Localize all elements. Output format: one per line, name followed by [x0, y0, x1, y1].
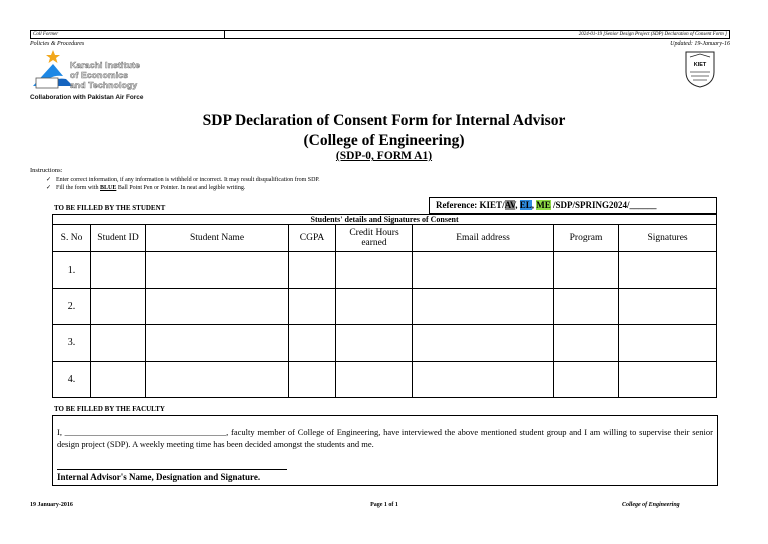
col-credit-hours: Credit Hours earned [336, 225, 413, 252]
header-form-code: Coll Former [31, 31, 225, 38]
student-name-cell[interactable] [146, 325, 289, 361]
table-row [53, 252, 717, 288]
student-name-cell[interactable] [146, 252, 289, 288]
student-id-cell[interactable] [91, 288, 146, 324]
signature-cell[interactable] [619, 288, 717, 324]
signature-line [57, 469, 287, 470]
reference-av: AV [504, 200, 516, 210]
reference-suffix: /SDP/SPRING2024/______ [550, 200, 657, 210]
row-number: 1. [53, 252, 91, 288]
student-name-cell[interactable] [146, 288, 289, 324]
program-cell[interactable] [554, 252, 619, 288]
credit-hours-cell[interactable] [336, 288, 413, 324]
student-id-cell[interactable] [91, 252, 146, 288]
col-cgpa: CGPA [289, 225, 336, 252]
col-serial-no: S. No [53, 225, 91, 252]
email-cell[interactable] [413, 361, 554, 397]
program-cell[interactable] [554, 361, 619, 397]
credit-hours-cell[interactable] [336, 361, 413, 397]
email-cell[interactable] [413, 252, 554, 288]
advisor-signature-label: Internal Advisor's Name, Designation and Signature. [57, 472, 261, 482]
signature-cell[interactable] [619, 325, 717, 361]
kiet-logo [30, 50, 150, 105]
table-row [53, 288, 717, 324]
email-cell[interactable] [413, 325, 554, 361]
form-title: SDP Declaration of Consent Form for Internal Advisor [202, 112, 566, 129]
table-row [53, 325, 717, 361]
logo-name-line-2: of Economics [70, 70, 129, 80]
email-cell[interactable] [413, 288, 554, 324]
signature-cell[interactable] [619, 361, 717, 397]
table-header-row [53, 225, 717, 252]
footer-date: 19 January-2016 [30, 502, 73, 508]
faculty-statement[interactable]: I, ______________________________________, faculty member of College of Engineering, have interviewed the above mentioned student group and I am willing to supervise their senior design project (SDP). A weekly meeting time has been decided amongst the students and me. [57, 427, 713, 449]
logo-name [70, 60, 150, 90]
reference-prefix: Reference: KIET/ [436, 200, 505, 210]
reference-me: ME [536, 200, 551, 210]
header-document-title: 2024-01-19 [Senior Design Project (SDP) Declaration of Consent Form ] [578, 32, 727, 37]
student-name-cell[interactable] [146, 361, 289, 397]
policies-label: Policies & Procedures [30, 41, 85, 47]
crest-label: KIET [693, 62, 707, 68]
program-cell[interactable] [554, 325, 619, 361]
cgpa-cell[interactable] [289, 288, 336, 324]
footer-college: College of Engineering [622, 502, 680, 508]
table-caption: Students' details and Signatures of Consent [53, 215, 717, 225]
row-number: 2. [53, 288, 91, 324]
student-details-table [52, 214, 717, 398]
program-cell[interactable] [554, 288, 619, 324]
instructions-heading: Instructions: [30, 167, 63, 174]
col-program: Program [554, 225, 619, 252]
cgpa-cell[interactable] [289, 325, 336, 361]
logo-name-line-3: and Technology [70, 80, 138, 90]
logo-name-line-1: Karachi Institute [70, 60, 140, 70]
col-student-id: Student ID [91, 225, 146, 252]
check-icon: ✓ [46, 185, 52, 191]
faculty-box [52, 415, 718, 486]
student-id-cell[interactable] [91, 361, 146, 397]
header-bar [30, 30, 730, 39]
instruction-2-blue: BLUE [100, 185, 117, 191]
col-email: Email address [413, 225, 554, 252]
credit-hours-cell[interactable] [336, 325, 413, 361]
instruction-2-suffix: Ball Point Pen or Pointer. In neat and legible writing. [116, 185, 246, 191]
row-number: 3. [53, 325, 91, 361]
student-id-cell[interactable] [91, 325, 146, 361]
student-section-label: TO BE FILLED BY THE STUDENT [54, 204, 166, 212]
signature-cell[interactable] [619, 252, 717, 288]
logo-caption: Collaboration with Pakistan Air Force [30, 94, 144, 101]
updated-date: Updated: 19-January-16 [670, 41, 730, 47]
instruction-2-prefix: Fill the form with [56, 185, 100, 191]
instruction-item-1 [46, 176, 320, 183]
faculty-section-label: TO BE FILLED BY THE FACULTY [54, 405, 165, 413]
cgpa-cell[interactable] [289, 252, 336, 288]
instruction-1-text: Enter correct information, if any information is withheld or incorrect. It may result disqualification from SDP. [56, 177, 320, 183]
form-college: (College of Engineering) [303, 132, 465, 149]
row-number: 4. [53, 361, 91, 397]
check-icon: ✓ [46, 177, 52, 183]
credit-hours-cell[interactable] [336, 252, 413, 288]
table-row [53, 361, 717, 397]
reference-el: EL [519, 200, 532, 210]
instruction-item-2 [46, 184, 245, 191]
col-signatures: Signatures [619, 225, 717, 252]
cgpa-cell[interactable] [289, 361, 336, 397]
form-code: (SDP-0, FORM A1) [335, 150, 433, 162]
kiet-crest-icon [684, 50, 716, 88]
col-student-name: Student Name [146, 225, 289, 252]
reference-box: Reference: KIET/AV, EL, ME /SDP/SPRING2024/______ [429, 197, 717, 214]
footer-page-number: Page 1 of 1 [370, 502, 398, 508]
